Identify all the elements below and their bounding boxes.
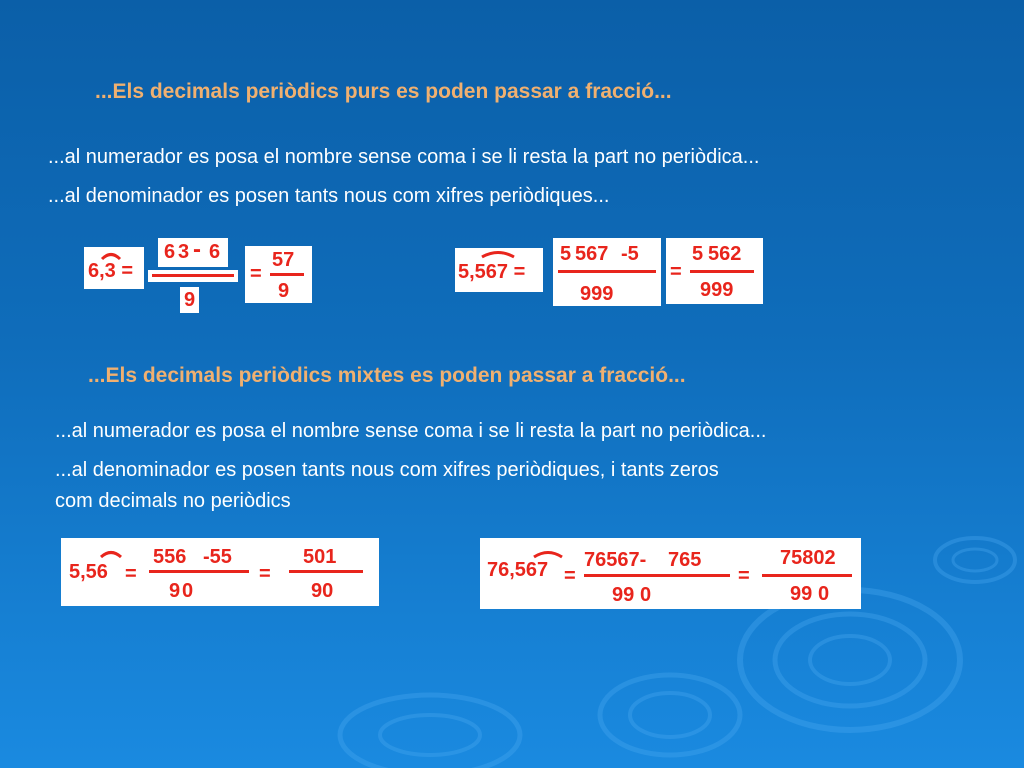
example-3 xyxy=(61,538,379,606)
ex1-num-a: 6 xyxy=(164,241,176,263)
ex2-num-b: 567 xyxy=(575,243,609,265)
ex4-den-b: 0 xyxy=(640,584,652,606)
ex2-result-den: 999 xyxy=(700,279,734,301)
ex1-decimal: 6,3 = xyxy=(88,260,134,282)
ex1-period-arc xyxy=(100,250,122,260)
mixed-numerator-rule: ...al numerador es posa el nombre sense coma i se li resta la part no periòdica... xyxy=(55,420,767,442)
ex2-num-a: 5 xyxy=(560,243,572,265)
ex2-decimal: 5,567 = xyxy=(458,261,526,283)
ex2-num-c: -5 xyxy=(621,243,639,265)
mixed-denominator-rule-line2: com decimals no periòdics xyxy=(55,490,291,512)
ex1-result-num: 57 xyxy=(272,249,295,271)
ex4-result-bar xyxy=(762,574,852,577)
ex4-result-den-b: 0 xyxy=(818,583,830,605)
ex4-equals2: = xyxy=(738,565,750,587)
ex1-num-c: 6 xyxy=(209,241,221,263)
ex4-period-arc xyxy=(532,548,564,558)
ex4-num-c: 765 xyxy=(668,549,702,571)
ex3-fraction-bar xyxy=(149,570,249,573)
ex1-fraction-bar xyxy=(152,274,234,277)
ex3-result-bar xyxy=(289,570,363,573)
ex4-num: 76567- xyxy=(584,549,647,571)
ex3-result-den: 90 xyxy=(311,580,334,602)
ex3-equals1: = xyxy=(125,563,137,585)
ex1-num-b: 3 xyxy=(178,241,190,263)
ex4-fraction-bar xyxy=(584,574,730,577)
ex1-result-den: 9 xyxy=(278,280,290,302)
ex3-equals2: = xyxy=(259,563,271,585)
pure-denominator-rule: ...al denominador es posen tants nous com xifres periòdiques... xyxy=(48,185,610,207)
ex4-result-den-a: 99 xyxy=(790,583,813,605)
ex4-equals1: = xyxy=(564,565,576,587)
ex3-period-arc xyxy=(99,548,123,558)
ex3-num-c: -55 xyxy=(203,546,232,568)
ex4-den-a: 99 xyxy=(612,584,635,606)
ex2-fraction-bar xyxy=(558,270,656,273)
ex3-den-a: 9 xyxy=(169,580,181,602)
ex2-equals: = xyxy=(670,261,682,283)
mixed-denominator-rule-line1: ...al denominador es posen tants nous com xifres periòdiques, i tants zeros xyxy=(55,459,719,481)
example-4 xyxy=(480,538,861,609)
ex3-num: 556 xyxy=(153,546,187,568)
ex2-den: 999 xyxy=(580,283,614,305)
ex2-result-bar xyxy=(690,270,754,273)
ex4-result-num: 75802 xyxy=(780,547,836,569)
heading-mixed-decimals: ...Els decimals periòdics mixtes es poden passar a fracció... xyxy=(88,364,686,387)
ex1-result-bar xyxy=(270,273,304,276)
ex1-equals: = xyxy=(250,263,262,285)
ex3-decimal: 5,56 xyxy=(69,561,108,583)
ex2-result-num-a: 5 xyxy=(692,243,704,265)
ex3-den-b: 0 xyxy=(182,580,194,602)
ex2-result-num-b: 562 xyxy=(708,243,742,265)
ex1-den: 9 xyxy=(184,289,196,311)
pure-numerator-rule: ...al numerador es posa el nombre sense coma i se li resta la part no periòdica... xyxy=(48,146,760,168)
ex2-period-arc xyxy=(480,248,516,258)
ex1-minus: - xyxy=(193,236,201,263)
heading-pure-decimals: ...Els decimals periòdics purs es poden passar a fracció... xyxy=(95,80,672,103)
ex3-result-num: 501 xyxy=(303,546,337,568)
ex4-decimal: 76,567 xyxy=(487,559,549,581)
